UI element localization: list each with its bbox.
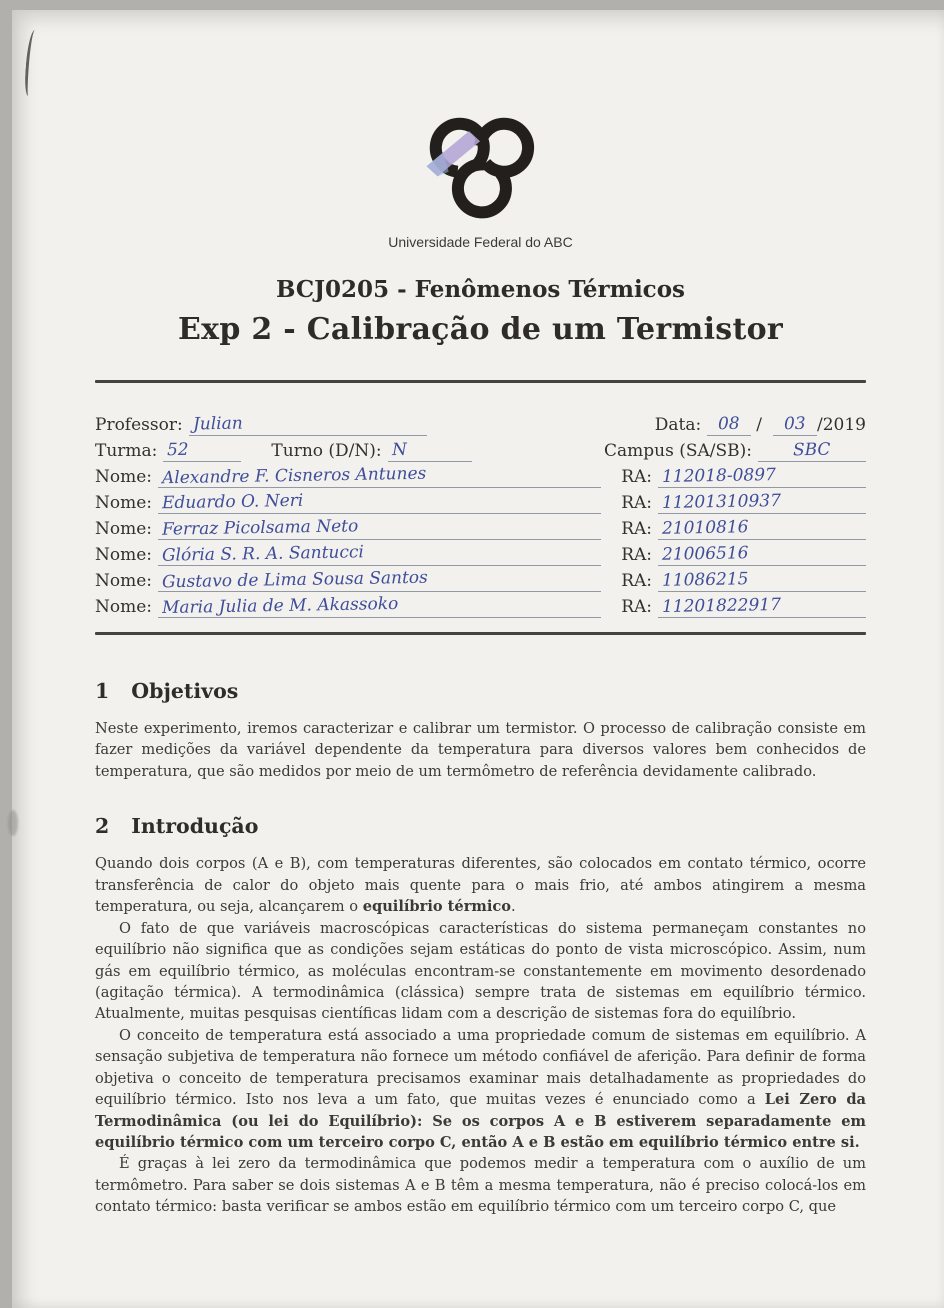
- form-row-turma: [95, 441, 866, 467]
- ra-handwritten: 11201310937: [661, 490, 782, 514]
- ra-handwritten: 11201822917: [661, 594, 782, 618]
- nome-label: Nome:: [95, 571, 153, 591]
- nome-handwritten: Alexandre F. Cisneros Antunes: [161, 463, 427, 489]
- bold-equilibrio-termico: equilíbrio térmico: [362, 898, 512, 916]
- ufabc-logo-icon: [421, 110, 541, 228]
- nome-label: Nome:: [95, 545, 153, 565]
- professor-field: [189, 415, 427, 436]
- campus-field: [758, 441, 866, 462]
- section-number: 2: [95, 814, 110, 839]
- nome-label: Nome:: [95, 597, 153, 617]
- course-title: BCJ0205 - Fenômenos Térmicos: [276, 276, 685, 303]
- ra-field: [658, 545, 866, 566]
- experiment-title: Exp 2 - Calibração de um Termistor: [177, 312, 784, 347]
- nome-handwritten: Gustavo de Lima Sousa Santos: [161, 567, 428, 593]
- document-body: [95, 679, 866, 1218]
- horizontal-rule-top: [95, 380, 866, 383]
- professor-handwritten-value: Julian: [192, 413, 243, 435]
- turno-label: Turno (D/N):: [271, 441, 382, 461]
- section-heading-introducao: [95, 814, 866, 838]
- nome-field: [158, 490, 601, 514]
- ra-field: [658, 490, 866, 514]
- section-title: Objetivos: [131, 679, 239, 703]
- data-day-field: [707, 415, 751, 436]
- form-row-member: [95, 567, 866, 597]
- ra-label: RA:: [621, 519, 652, 539]
- campus-label: Campus (SA/SB):: [603, 441, 752, 461]
- university-header: [95, 110, 866, 250]
- ra-label: RA:: [621, 493, 652, 513]
- section-heading-objetivos: [95, 679, 866, 703]
- nome-field: [158, 593, 601, 619]
- ra-field: [658, 519, 866, 540]
- nome-label: Nome:: [95, 493, 153, 513]
- ra-label: RA:: [621, 467, 652, 487]
- ra-handwritten: 21006516: [661, 543, 749, 565]
- ra-label: RA:: [621, 545, 652, 565]
- nome-field: [158, 516, 601, 540]
- professor-label: Professor:: [95, 415, 183, 435]
- ra-field: [658, 571, 866, 592]
- ra-field: [658, 594, 866, 618]
- nome-label: Nome:: [95, 519, 153, 539]
- nome-label: Nome:: [95, 467, 153, 487]
- horizontal-rule-bottom: [95, 632, 866, 635]
- form-row-member: [95, 463, 866, 493]
- form-row-professor: [95, 415, 866, 441]
- section-number: 1: [95, 679, 110, 703]
- turma-field: [163, 441, 241, 462]
- form-row-member: [95, 542, 866, 571]
- ra-handwritten: 21010816: [661, 517, 749, 539]
- turma-label: Turma:: [95, 441, 158, 461]
- nome-handwritten: Maria Julia de M. Akassoko: [161, 593, 399, 619]
- introducao-paragraph-3: O conceito de temperatura está associado a uma propriedade comum de sistemas em equilíbrio. A sensação subjetiva de temperatura não fornece um método confiável de aferição. Para definir de forma objetiva o conceito de temperatura precisamos examinar mais detalhadamente as propriedades do equilíbrio térmico. Isto nos leva a um fato, que muitas vezes é enunciado como a Lei Zero da Termodinâmica (ou lei do Equilíbrio): Se os corpos A e B estiverem separadamente em equilíbrio térmico com um terceiro corpo C, então A e B estão em equilíbrio térmico entre si.: [95, 1026, 866, 1151]
- objetivos-paragraph: Neste experimento, iremos caracterizar e calibrar um termistor. O processo de calibração consiste em fazer medições da variável dependente da temperatura para diversos valores bem conhecidos de temperatura, que são medidos por meio de um termômetro de referência devidamente calibrado.: [95, 720, 866, 780]
- form-row-member: [95, 593, 866, 623]
- nome-field: [158, 542, 601, 566]
- ra-field: [658, 467, 866, 488]
- ra-handwritten: 11086215: [661, 569, 749, 591]
- data-year-printed: /2019: [817, 415, 866, 435]
- ra-label: RA:: [621, 571, 652, 591]
- ra-handwritten: 112018-0897: [661, 465, 777, 487]
- logo-caption: Universidade Federal do ABC: [388, 234, 573, 250]
- document-page: [12, 10, 944, 1308]
- data-day-handwritten: 08: [718, 413, 741, 435]
- data-label: Data:: [654, 415, 702, 435]
- nome-handwritten: Eduardo O. Neri: [161, 490, 304, 514]
- pen-mark: [24, 30, 40, 97]
- section-title: Introdução: [131, 814, 259, 839]
- turma-handwritten: 52: [167, 439, 190, 461]
- nome-field: [158, 463, 601, 489]
- introducao-paragraph-4: É graças à lei zero da termodinâmica que podemos medir a temperatura com o auxílio de um termômetro. Para saber se dois sistemas A e B têm a mesma temperatura, não é preciso colocá-los em contato térmico: basta verificar se ambos estão em equilíbrio térmico com um terceiro corpo C, que: [95, 1155, 866, 1216]
- bold-lei-zero: Lei Zero da Termodinâmica (ou lei do Equilíbrio): Se os corpos A e B estiverem separadamente em equilíbrio térmico com um terceiro corpo C, então A e B estão em equilíbrio térmico entre si.: [95, 1091, 866, 1151]
- date-slash-1: /: [756, 415, 762, 435]
- introducao-paragraph-1: Quando dois corpos (A e B), com temperaturas diferentes, são colocados em contato térmico, ocorre transferência de calor do objeto mais quente para o mais frio, até ambos atingirem a mesma temperatura, ou seja, alcançarem o equilíbrio térmico.: [95, 855, 866, 916]
- campus-handwritten: SBC: [793, 439, 831, 461]
- turno-handwritten: N: [391, 439, 407, 461]
- introducao-paragraph-2: O fato de que variáveis macroscópicas características do sistema permaneçam constantes no equilíbrio não significa que as condições sejam estáticas do ponto de vista microscópico. Assim, num gás em equilíbrio térmico, as moléculas encontram-se constantemente em movimento desordenado (agitação térmica). A termodinâmica (clássica) sempre trata de sistemas em equilíbrio térmico. Atualmente, muitas pesquisas científicas lidam com a descrição de sistemas fora do equilíbrio.: [95, 919, 866, 1023]
- nome-field: [158, 567, 601, 593]
- ra-label: RA:: [621, 597, 652, 617]
- turno-field: [388, 441, 472, 462]
- data-month-handwritten: 03: [783, 413, 806, 435]
- header-form: [95, 415, 866, 623]
- nome-handwritten: Ferraz Picolsama Neto: [161, 516, 359, 540]
- nome-handwritten: Glória S. R. A. Santucci: [161, 542, 365, 566]
- data-month-field: [773, 415, 817, 436]
- form-row-member: [95, 516, 866, 545]
- form-row-member: [95, 490, 866, 519]
- scan-smudge: [8, 810, 18, 836]
